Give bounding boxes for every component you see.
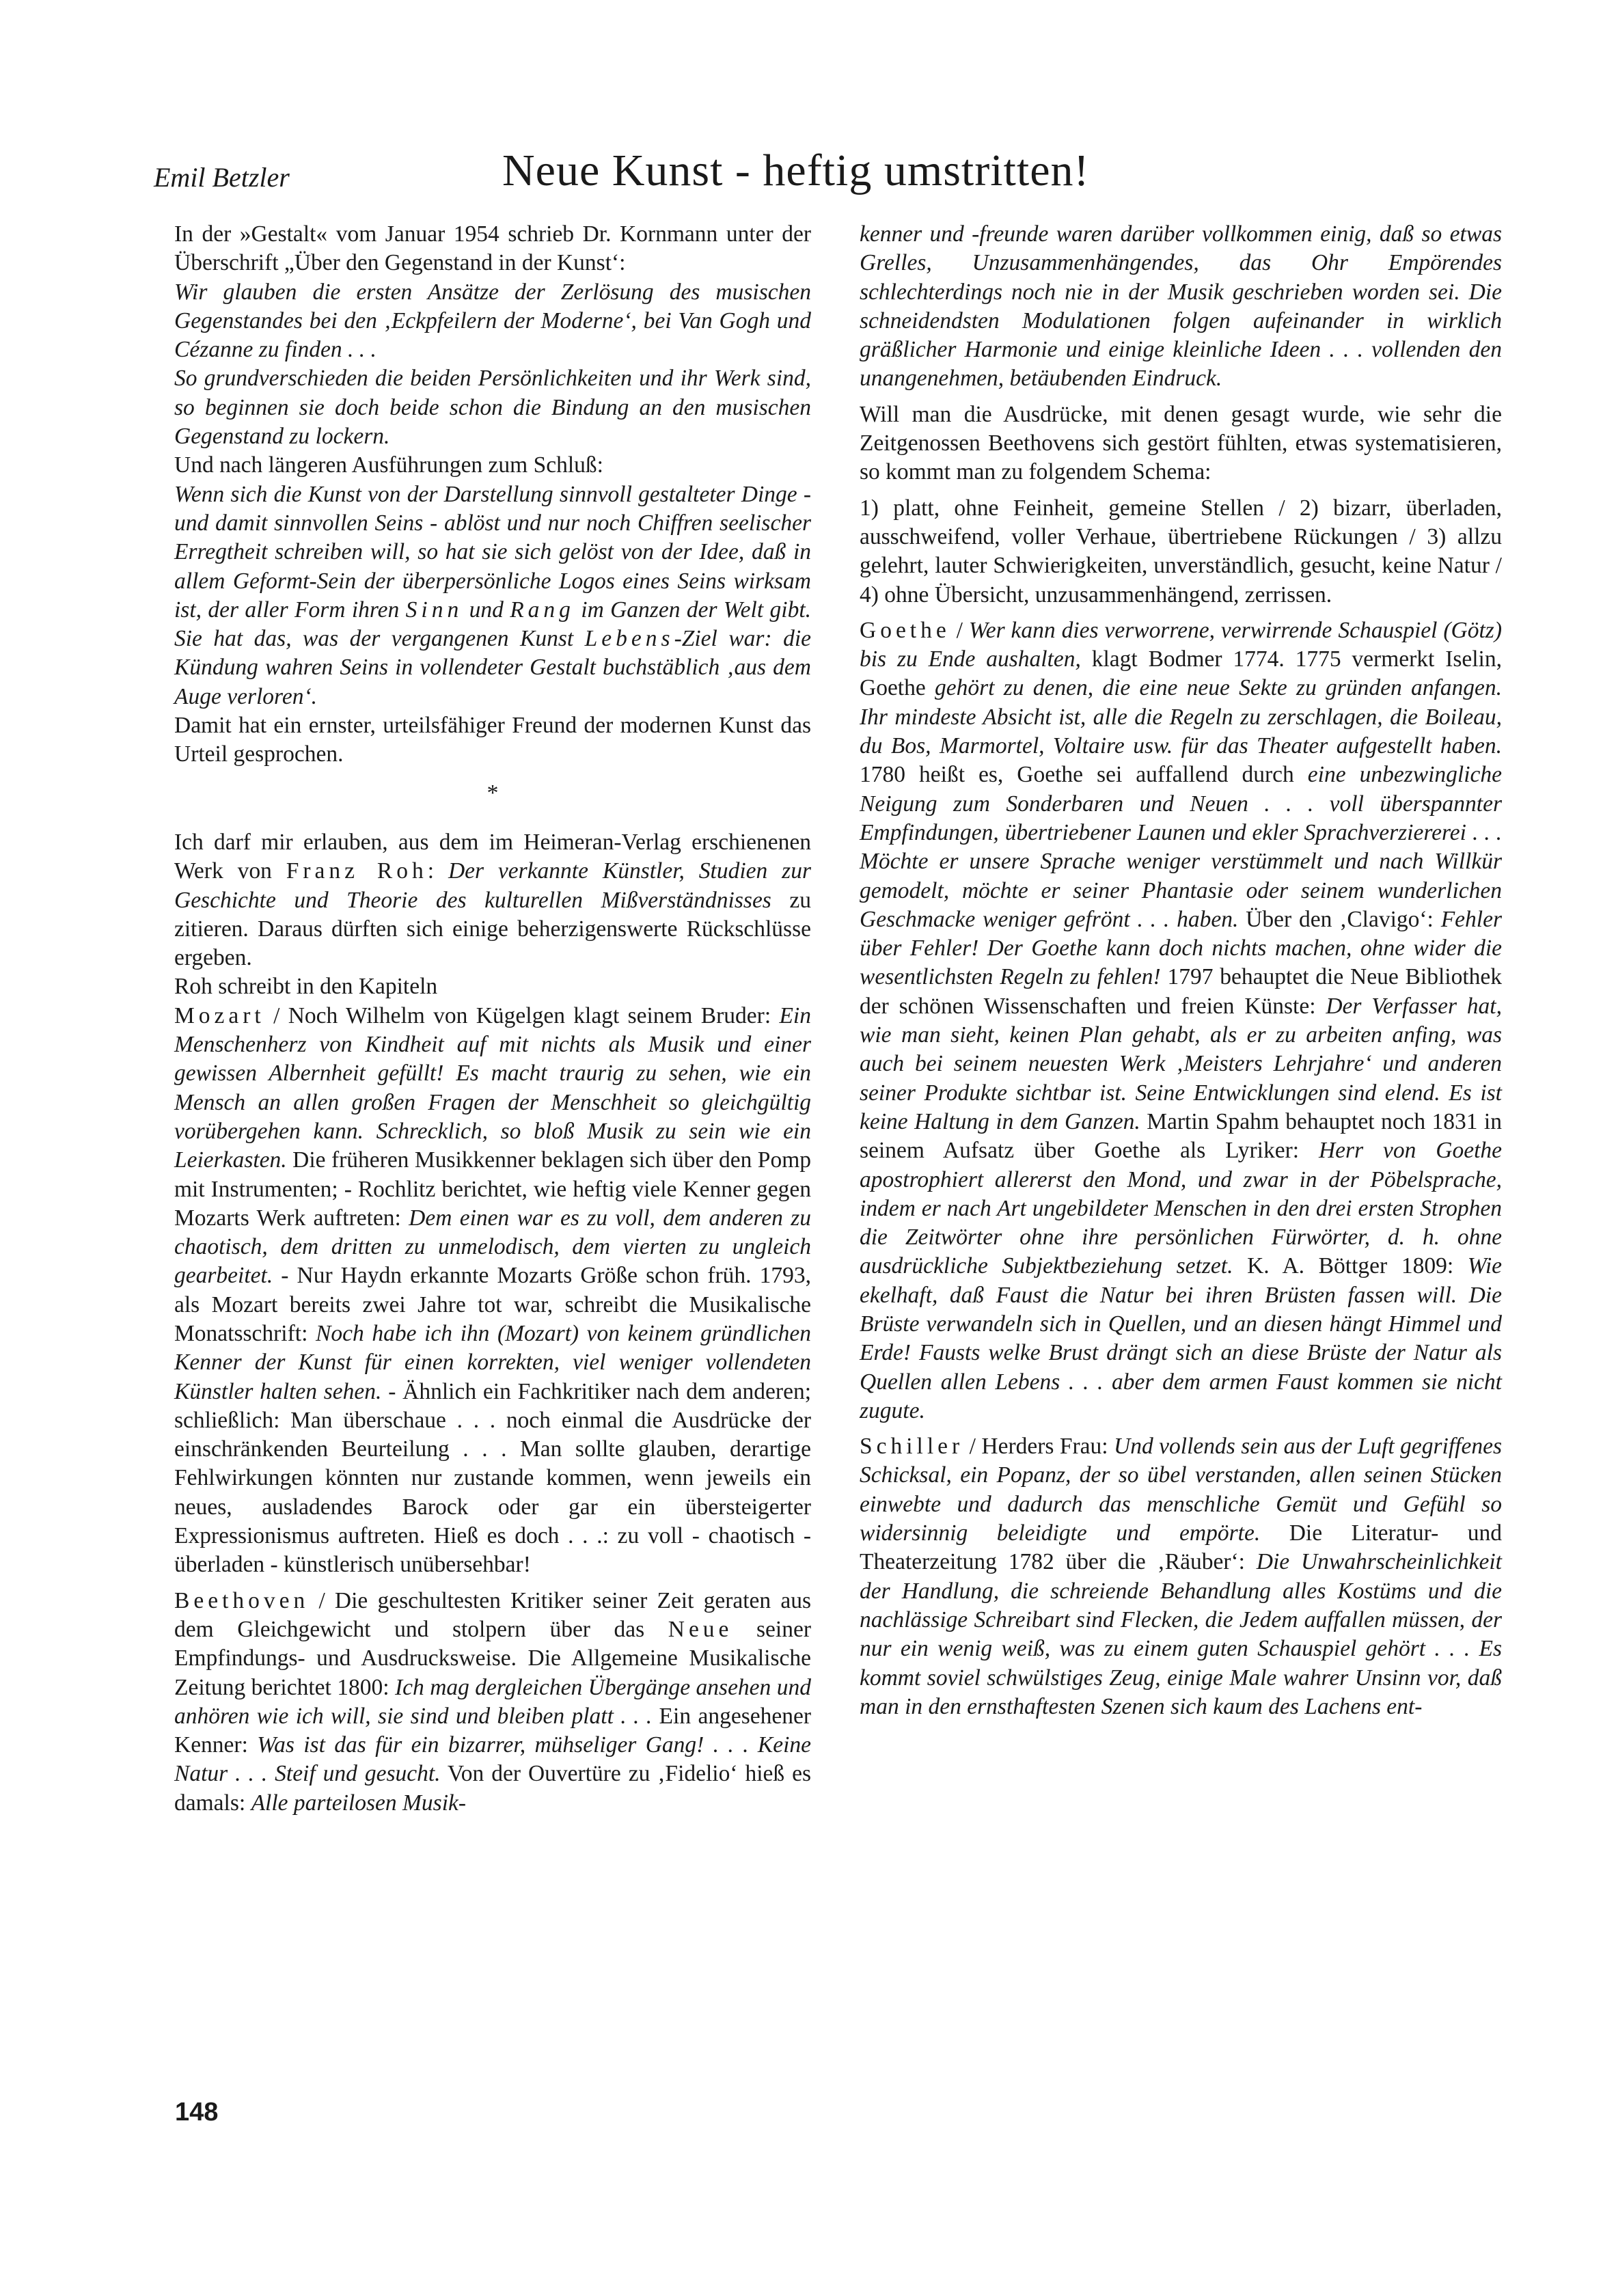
quote-3-part-a: Wenn sich die Kunst von der Darstellung sinnvoll gestalteter Dinge - und damit sinnvollen Seins - ablöst und nur noch Chiffren seelischer Erregtheit schreiben will, so hat sie sich gelöst von der Idee, daß in allem Geformt-Sein der überpersönliche Logos eines Seins wirksam ist, der aller Form ihren bbox=[174, 481, 811, 623]
schema-list: 1) platt, ohne Feinheit, gemeine Stellen / 2) bizarr, überladen, ausschweifend, voller Verhaue, übertriebene Rückungen / 3) allzu gelehrt, lauter Schwierigkeiten, unverständlich, gesucht, keine Natur / 4) ohne Übersicht, unzusammenhängend, zerrissen. bbox=[860, 495, 1502, 607]
quote-1: Wir glauben die ersten Ansätze der Zerlösung des musischen Gegenstandes bei den ‚Eckpfeilern der Moderne‘, bei Van Gogh und Cézanne zu finden . . . bbox=[174, 279, 811, 363]
goethe-text-3: 1780 heißt es, Goethe sei auffallend durch bbox=[860, 762, 1308, 788]
paragraph-4-part-a: Ich darf mir erlauben, aus dem im Heimeran-Verlag erschienenen Werk von bbox=[174, 829, 811, 884]
goethe-quote-2: gehört zu denen, die eine neue Sekte zu gründen anfangen. Ihr mindeste Absicht ist, alle die Regeln zu zerschlagen, die Boileau, du Bos, Marmortel, Voltaire usw. für das Theater aufgestellt haben. bbox=[860, 675, 1502, 759]
goethe-text-7: K. A. Böttger 1809: bbox=[1233, 1253, 1468, 1279]
goethe-section bbox=[860, 616, 1502, 1425]
page-number: 148 bbox=[175, 2098, 219, 2127]
goethe-text-6: Martin Spahm behauptet noch 1831 in seinem Aufsatz über Goethe als Lyriker: bbox=[860, 1108, 1502, 1164]
quote-3-sinn: Sinn bbox=[405, 597, 463, 623]
goethe-quote-1: Wer kann dies verworrene, verwirrende Schauspiel (Götz) bis zu Ende aushalten, bbox=[860, 617, 1502, 672]
beethoven-text-4: Von der Ouvertüre zu ‚Fidelio‘ hieß es damals: bbox=[174, 1761, 812, 1816]
mozart-text-3: - Nur Haydn erkannte Mozarts Größe schon früh. 1793, als Mozart bereits zwei Jahre tot war, schreibt die Musikalische Monatsschrift: bbox=[174, 1263, 811, 1346]
quote-3-part-c: -Ziel war: die Kündung wahren Seins in vollendeter Gestalt buchstäblich ‚aus dem Auge verloren‘. bbox=[174, 626, 811, 709]
book-title: Der verkannte Künstler, Studien zur Geschichte und Theorie des kulturellen Mißverständnisses bbox=[174, 858, 811, 913]
goethe-heading: Goethe bbox=[860, 617, 950, 643]
goethe-quote-3: eine unbezwingliche Neigung zum Sonderbaren und Neuen . . . voll überspannter Empfindungen, übertriebener Launen und ekler Sprachverziererei . . . Möchte er unsere Sprache weniger verstümmelt und nach Willkür gemodelt, möchte er seiner Phantasie oder seinem wunderlichen Geschmacke weniger gefrönt . . . haben. bbox=[860, 762, 1502, 932]
schiller-section bbox=[860, 1432, 1502, 1721]
mozart-text-4: - Ähnlich ein Fachkritiker nach dem anderen; schließlich: Man überschaue . . . noch einmal die Ausdrücke der einschränkenden Beurteilung . . . Man sollte glauben, derartige Fehlwirkungen könnten nur zustande kommen, wenn jeweils ein neues, ausladendes Barock oder gar ein übersteigerter Expressionismus auftreten. Hieß es doch . . .: zu voll - chaotisch - überladen - künstlerisch unübersehbar! bbox=[174, 1378, 811, 1578]
schema-intro: Will man die Ausdrücke, mit denen gesagt wurde, wie sehr die Zeitgenossen Beethovens sich gestört fühlten, etwas systematisieren, so kommt man zu folgendem Schema: bbox=[860, 401, 1502, 485]
section-divider-star: * bbox=[487, 780, 499, 806]
beethoven-text-2: seiner Empfindungs- und Ausdrucksweise. Die Allgemeine Musikalische Zeitung berichtet 1800: bbox=[174, 1616, 811, 1700]
schiller-quote-2: Die Unwahrscheinlichkeit der Handlung, die schreiende Behandlung alles Kostüms und die nachlässige Schreibart sind Flecken, die Jedem auffallen müssen, der nur ein wenig weiß, was zu einem guten Schauspiel gehört . . . Es kommt soviel schwülstiges Zeug, einige Male wahrer Unsinn vor, daß man in den ernsthaftesten Szenen sich kaum des Lachens ent- bbox=[860, 1549, 1502, 1719]
mozart-quote-1: Ein Menschenherz von Kindheit auf mit nichts als Musik und einer gewissen Albernheit gefüllt! Es macht traurig zu sehen, wie ein Mensch an allen großen Fragen der Menschheit so gleichgültig vorübergehen kann. Schrecklich, so bloß Musik zu sein wie ein Leierkasten. bbox=[174, 1002, 811, 1173]
paragraph-4-part-c: zu zitieren. Daraus dürften sich einige beherzigenswerte Rückschlüsse ergeben. bbox=[174, 887, 811, 971]
left-column bbox=[174, 220, 811, 1818]
goethe-text-2: klagt Bodmer 1774. 1775 vermerkt Iselin, Goethe bbox=[860, 646, 1502, 701]
author-name: Emil Betzler bbox=[154, 162, 290, 193]
beethoven-quote-2: Was ist das für ein bizarrer, mühseliger Gang! . . . Keine Natur . . . Steif und gesucht. bbox=[174, 1732, 811, 1787]
beethoven-neue: Neue bbox=[668, 1616, 733, 1642]
beethoven-quote-1: Ich mag dergleichen Übergänge ansehen und anhören wie ich will, sie sind und bleiben platt . . . bbox=[174, 1674, 811, 1729]
beethoven-quote-continued: kenner und -freunde waren darüber vollkommen einig, daß so etwas Grelles, Unzusammenhängendes, das Ohr Empörendes schlechterdings noch nie in der Musik geschrieben worden sei. Die schneidendsten Modulationen folgen aufeinander in wirklich gräßlicher Harmonie und einige kleinliche Ideen . . . vollenden den unangenehmen, betäubenden Eindruck. bbox=[860, 221, 1502, 392]
goethe-text-1: / bbox=[950, 617, 969, 643]
paragraph-3: Damit hat ein ernster, urteilsfähiger Freund der modernen Kunst das Urteil gesprochen. bbox=[174, 713, 811, 767]
mozart-quote-3: Noch habe ich ihn (Mozart) von keinem gründlichen Kenner der Kunst für einen korrekten, viel weniger vollendeten Künstler halten sehen. bbox=[174, 1320, 812, 1404]
beethoven-heading: Beethoven bbox=[174, 1587, 310, 1613]
goethe-quote-4: Fehler über Fehler! Der Goethe kann doch nichts machen, ohne wider die wesentlichsten Regeln zu fehlen! bbox=[860, 906, 1502, 990]
quote-3 bbox=[174, 480, 811, 711]
paragraph-2: Und nach längeren Ausführungen zum Schluß: bbox=[174, 452, 603, 478]
beethoven-quote-3: Alle parteilosen Musik- bbox=[251, 1790, 467, 1816]
intro-paragraph: In der »Gestalt« vom Januar 1954 schrieb Dr. Kornmann unter der Überschrift „Über den Gegenstand in der Kunst‘: bbox=[174, 221, 811, 276]
beethoven-section bbox=[174, 1587, 811, 1818]
mozart-text-1: / Noch Wilhelm von Kügelgen klagt seinem Bruder: bbox=[264, 1002, 780, 1028]
mozart-heading: Mozart bbox=[174, 1002, 265, 1028]
quote-3-part-b: im Ganzen der Welt gibt. Sie hat das, was der vergangenen Kunst bbox=[174, 597, 811, 652]
quote-3-und: und bbox=[463, 597, 510, 623]
paragraph-4 bbox=[174, 828, 811, 972]
beethoven-text-3: Ein angesehener Kenner: bbox=[174, 1703, 811, 1758]
goethe-quote-7: Wie ekelhaft, daß Faust die Natur bei ihren Brüsten fassen will. Die Brüste verwandeln sich in Quellen, und an diesen hängt Himmel und Erde! Fausts welke Brust drängt sich an diese Brüste der Natur als Quellen allen Lebens . . . aber dem armen Faust kommen sie nicht zugute. bbox=[860, 1253, 1503, 1423]
goethe-text-5: 1797 behauptet die Neue Bibliothek der schönen Wissenschaften und freien Künste: bbox=[860, 964, 1502, 1019]
beethoven-text-1: / Die geschultesten Kritiker seiner Zeit geraten aus dem Gleichgewicht und stolpern über das bbox=[174, 1587, 811, 1642]
quote-3-rang: Rang bbox=[510, 597, 575, 623]
mozart-quote-2: Dem einen war es zu voll, dem anderen zu chaotisch, dem dritten zu unmelodisch, dem vierten zu ungleich gearbeitet. bbox=[174, 1205, 811, 1289]
paragraph-4-colon: : bbox=[427, 858, 448, 884]
paragraph-5: Roh schreibt in den Kapiteln bbox=[174, 974, 438, 1000]
schiller-heading: Schiller bbox=[860, 1434, 964, 1460]
quote-2: So grundverschieden die beiden Persönlichkeiten und ihr Werk sind, so beginnen sie doch beide schon die Bindung an den musischen Gegenstand zu lockern. bbox=[174, 366, 811, 450]
article-title: Neue Kunst - heftig umstritten! bbox=[502, 146, 1090, 195]
goethe-quote-5: Der Verfasser hat, wie man sieht, keinen Plan gehabt, als er zu arbeiten anfing, was auch bei seinem neuesten Werk ‚Meisters Lehrjahre‘ und anderen seiner Produkte sichtbar ist. Seine Entwicklungen sind elend. Es ist keine Haltung in dem Ganzen. bbox=[860, 993, 1502, 1134]
goethe-text-4: Über den ‚Clavigo‘: bbox=[1238, 906, 1441, 932]
mozart-text-2: Die früheren Musikkenner beklagen sich über den Pomp mit Instrumenten; - Rochlitz berichtet, wie heftig viele Kenner gegen Mozarts Werk auftreten: bbox=[174, 1147, 811, 1231]
quote-3-lebens: Lebens bbox=[584, 626, 674, 652]
schiller-quote-1: Und vollends sein aus der Luft gegriffenes Schicksal, ein Popanz, der so übel verstanden, allen seinen Stücken einwebte und dadurch das menschliche Gemüt und Gefühl so widersinnig beleidigte und empörte. bbox=[860, 1434, 1502, 1546]
mozart-section bbox=[174, 1002, 811, 1580]
goethe-quote-6: Herr von Goethe apostrophiert allererst den Mond, und zwar in der Pöbelsprache, indem er nach Art ungebildeter Menschen in den drei ersten Strophen die Zeitwörter ohne ihre persönlichen Fürwörter, d. h. ohne ausdrückliche Subjektbeziehung setzet. bbox=[860, 1138, 1502, 1279]
right-column bbox=[860, 220, 1502, 1721]
author-franz-roh: Franz Roh bbox=[286, 858, 428, 884]
schiller-text-2: Die Literatur- und Theaterzeitung 1782 über die ‚Räuber‘: bbox=[860, 1520, 1502, 1575]
schiller-text-1: / Herders Frau: bbox=[963, 1434, 1114, 1460]
